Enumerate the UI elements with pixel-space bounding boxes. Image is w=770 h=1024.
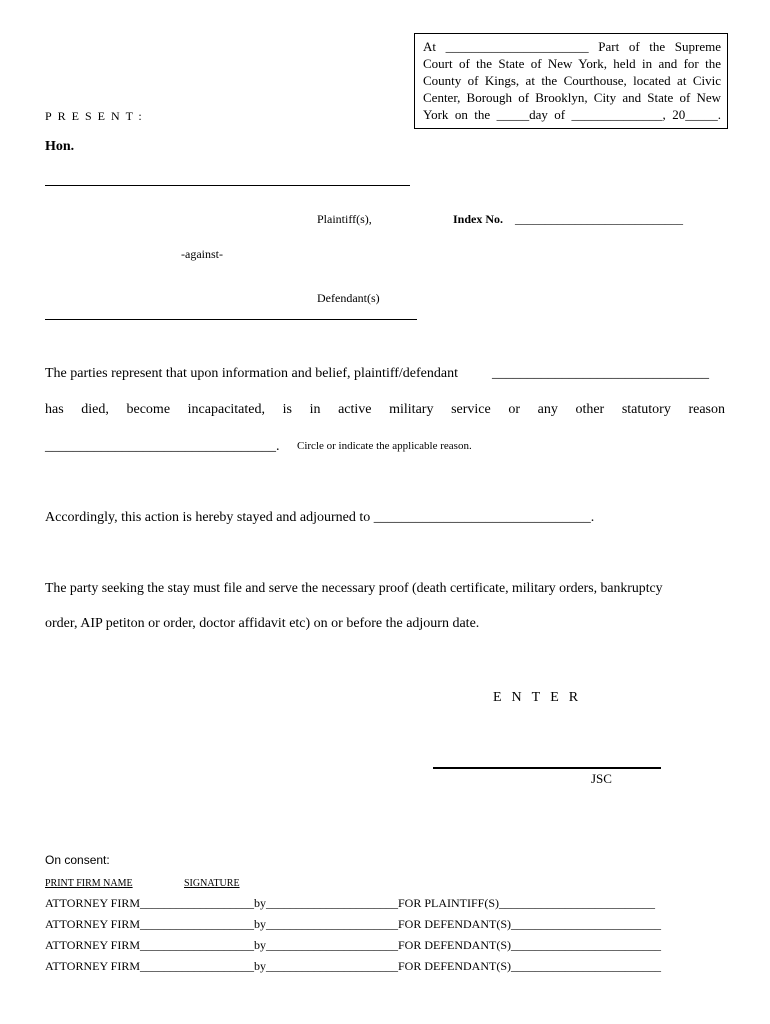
consent-row-defendant-1[interactable]: ATTORNEY FIRM___________________by______________________FOR DEFENDANT(S)_________________________ — [45, 917, 662, 931]
print-firm-name-header: PRINT FIRM NAME — [45, 878, 133, 889]
court-header-line-2: Court of the State of New York, held in and for the — [423, 56, 721, 71]
index-number-field[interactable]: ____________________________ — [515, 212, 683, 226]
reason-text: has died, become incapacitated, is in active military service or any other statutory reason — [45, 402, 725, 417]
judge-name-line — [45, 185, 410, 186]
consent-row-defendant-2[interactable]: ATTORNEY FIRM___________________by______________________FOR DEFENDANT(S)_________________________ — [45, 938, 662, 952]
judge-signature-line — [433, 767, 661, 769]
on-consent-label: On consent: — [45, 853, 110, 867]
parties-represent-text: The parties represent that upon information and belief, plaintiff/defendant — [45, 366, 458, 381]
jsc-label: JSC — [591, 771, 612, 786]
party-name-field[interactable]: _______________________________ — [492, 366, 709, 381]
index-number-label: Index No. — [453, 212, 504, 226]
enter-label: ENTER — [493, 690, 589, 705]
adjourned-text: Accordingly, this action is hereby stayed and adjourned to _______________________________. — [45, 510, 595, 525]
reason-field[interactable]: _________________________________. — [45, 439, 280, 454]
against-label: -against- — [181, 247, 223, 261]
proof-text-line-2: order, AIP petiton or order, doctor affidavit etc) on or before the adjourn date. — [45, 616, 480, 631]
plaintiff-label: Plaintiff(s), — [317, 212, 372, 226]
consent-row-plaintiff[interactable]: ATTORNEY FIRM___________________by______________________FOR PLAINTIFF(S)__________________________ — [45, 896, 656, 910]
caption-bottom-line — [45, 319, 417, 320]
consent-row-defendant-3[interactable]: ATTORNEY FIRM___________________by______________________FOR DEFENDANT(S)_________________________ — [45, 959, 662, 973]
defendant-label: Defendant(s) — [317, 291, 380, 305]
court-header-line-1: At ______________________ Part of the Supreme — [423, 39, 721, 54]
signature-header: SIGNATURE — [184, 878, 240, 889]
proof-text-line-1: The party seeking the stay must file and serve the necessary proof (death certificate, military orders, bankruptcy — [45, 580, 663, 595]
court-header-line-5: York on the _____day of ______________, 20_____. — [423, 107, 721, 122]
court-header-line-4: Center, Borough of Brooklyn, City and State of New — [423, 90, 721, 105]
hon-label: Hon. — [45, 139, 75, 154]
reason-instruction: Circle or indicate the applicable reason. — [297, 440, 472, 452]
present-label: PRESENT: — [45, 109, 148, 123]
court-header-line-3: County of Kings, at the Courthouse, located at Civic — [423, 73, 721, 88]
